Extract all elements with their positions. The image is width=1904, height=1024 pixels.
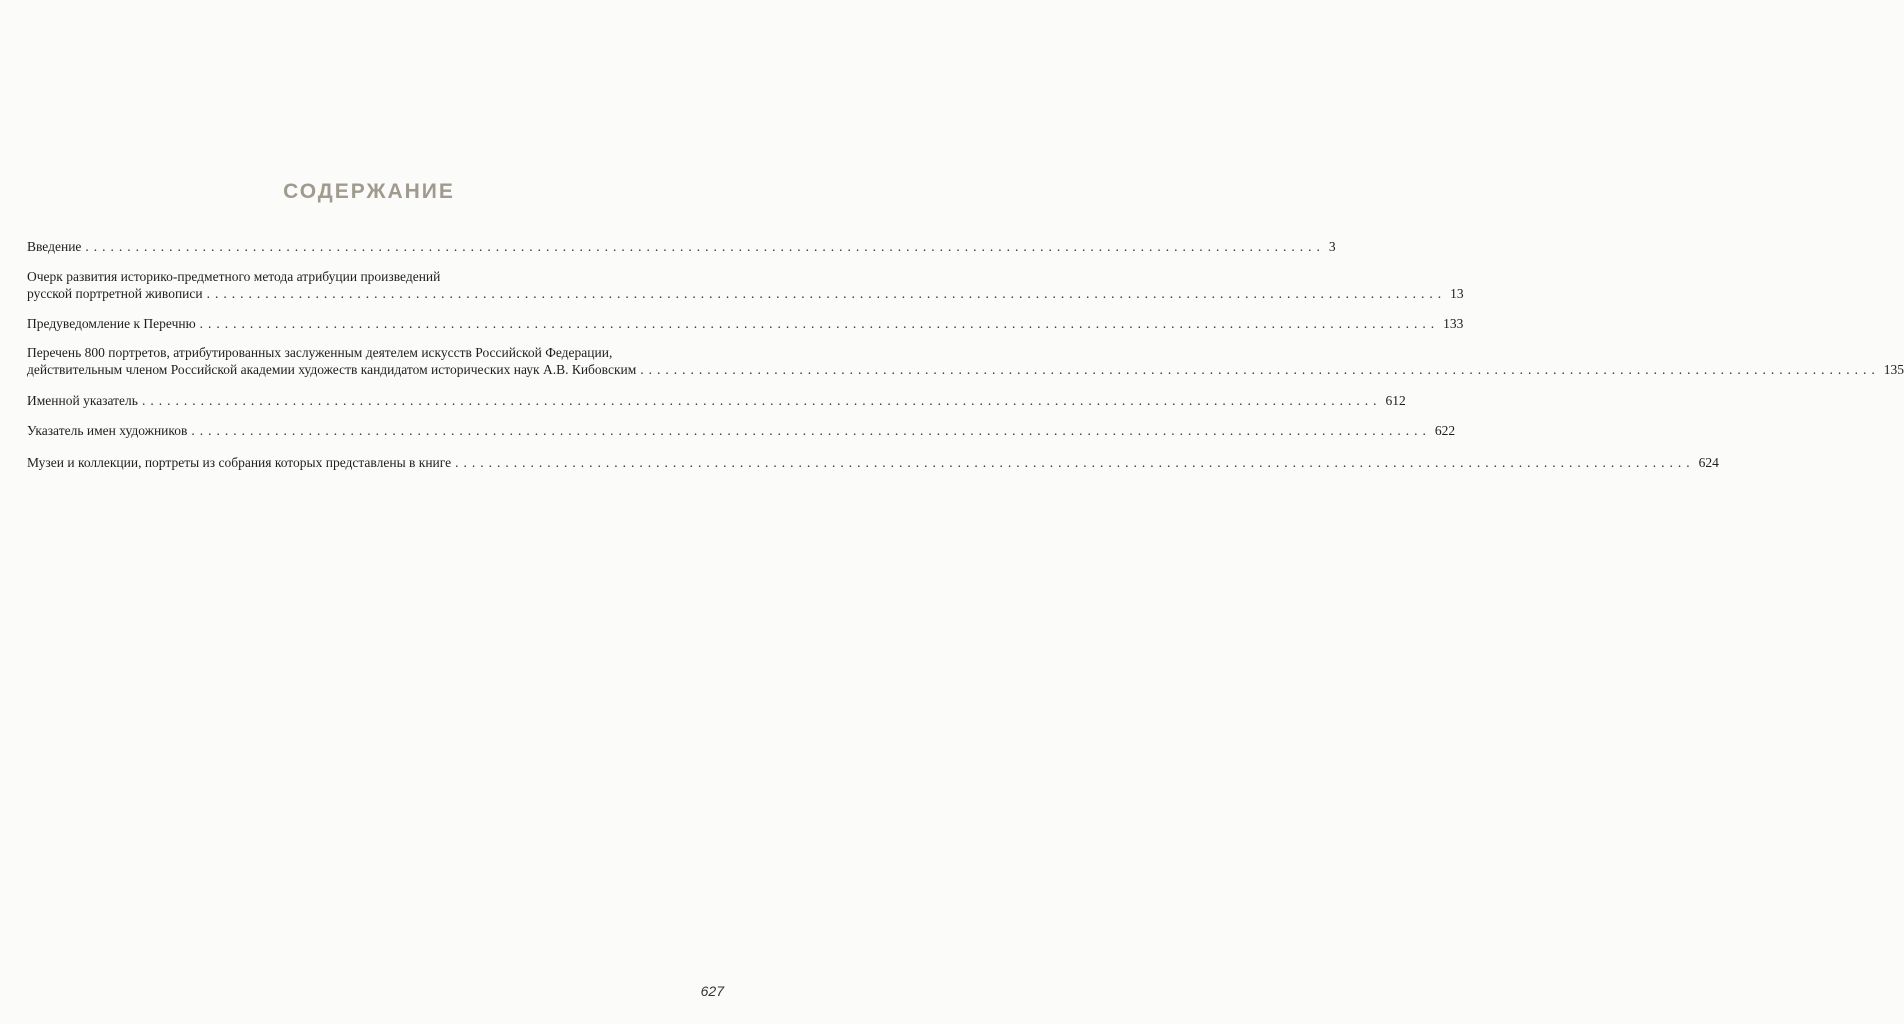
toc-page-number: 133 <box>1443 316 1464 331</box>
toc-entry <box>27 315 1464 332</box>
toc-entry-title: Перечень 800 портретов, атрибутированных заслуженным деятелем искусств Российской Федерации, <box>27 345 613 360</box>
toc-entry-title: Указатель имен художников <box>27 423 188 438</box>
dot-leader: .................................................................................................................................................... <box>455 455 1695 470</box>
toc-entry-title: Очерк развития историко-предметного метода атрибуции произведений <box>27 269 441 284</box>
dot-leader: .................................................................................................................................................... <box>141 393 1382 408</box>
toc-page-number: 624 <box>1698 455 1719 470</box>
toc-entry <box>27 344 1904 378</box>
dot-leader: .................................................................................................................................................... <box>85 239 1325 254</box>
toc-entry <box>27 454 1719 471</box>
toc-page-number: 135 <box>1883 362 1904 377</box>
toc-entry <box>27 392 1406 409</box>
dot-leader: .................................................................................................................................................... <box>191 423 1431 438</box>
toc-page-number: 622 <box>1434 423 1456 438</box>
toc-page-number: 13 <box>1450 286 1464 301</box>
toc-entry-title-continued: действительным членом Российской академии художеств кандидатом исторических наук А.В. Кибовским <box>27 362 637 377</box>
toc-entry-title-continued: русской портретной живописи <box>27 286 203 301</box>
page-title: СОДЕРЖАНИЕ <box>283 180 455 203</box>
page-number: 627 <box>700 983 724 999</box>
toc-page-number: 612 <box>1385 393 1406 408</box>
dot-leader: .................................................................................................................................................... <box>206 286 1447 301</box>
toc-entry <box>27 238 1336 255</box>
dot-leader: .................................................................................................................................................... <box>199 316 1440 331</box>
toc-page-number: 3 <box>1328 239 1336 254</box>
toc-entry-title: Именной указатель <box>27 393 138 408</box>
toc-entry-title: Предуведомление к Перечню <box>27 316 196 331</box>
toc-entry <box>27 268 1464 302</box>
toc-entry-title: Музеи и коллекции, портреты из собрания которых представлены в книге <box>27 455 452 470</box>
dot-leader: .................................................................................................................................................... <box>640 362 1880 377</box>
toc-entry <box>27 422 1456 439</box>
toc-entry-title: Введение <box>27 239 82 254</box>
